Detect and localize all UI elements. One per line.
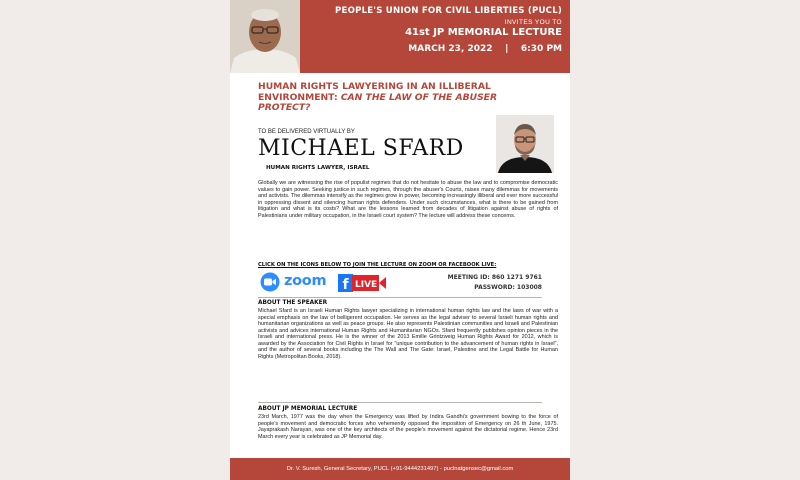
facebook-letter: f	[342, 277, 349, 293]
title-line-1: HUMAN RIGHTS LAWYERING IN AN ILLIBERAL	[258, 81, 491, 92]
meeting-password: PASSWORD: 103008	[474, 284, 542, 291]
invites-text: INVITES YOU TO	[504, 19, 562, 26]
delivered-by-label: TO BE DELIVERED VIRTUALLY BY	[258, 129, 355, 135]
zoom-icon	[260, 272, 280, 292]
lecture-name: 41st JP MEMORIAL LECTURE	[405, 27, 562, 38]
facebook-live-icon	[338, 273, 388, 293]
about-speaker-heading: ABOUT THE SPEAKER	[258, 300, 328, 306]
divider	[258, 402, 542, 403]
facebook-live-link[interactable]	[338, 273, 388, 293]
divider	[258, 297, 542, 298]
speaker-name: MICHAEL SFARD	[258, 136, 464, 161]
about-speaker-text: Michael Sfard is an Israeli Human Rights lawyer specializing in international human rights law and the laws of war with a special emphasis on the law of belligerent occupation. He serves as the legal adviser to several Israeli human rights and humanitarian organizations as well as peace groups. He also represents Palestinian communities and Israeli and Palestinian activists and advices international Human Rights and Humanitarian NGOs. Sfard frequently publishes opinion pieces in the Israeli and international press. He is the winner of the 2013 Emille Grintzweig Human Rights Award for 2012, which is awarded by the Association for Civil Rights in Israel for "unique contribution to the advancement of human rights in Israel", and the author of several books including the The Wall and The Gate: Israel, Palestine and the Legal Battle for Human Rights (Metropolitan Books, 2018).	[258, 308, 558, 360]
title-line-3-italic: PROTECT?	[258, 102, 311, 114]
organization-name: PEOPLE'S UNION FOR CIVIL LIBERTIES (PUCL)	[335, 6, 562, 16]
jp-portrait-photo	[230, 0, 300, 73]
lecture-description: Globally we are witnessing the rise of populist regimes that do not hesitate to abuse the law and to compromise democratic values to gain power. Seeking justice in such regimes, through the abuser's Courts, raises many dilemmas for movements and activists. The dilemmas intensify as the regimes grow in power, becoming increasingly illiberal and ever more successful in oppressing dissent and silencing human rights defenders. Under such circumstances, what is there to be gained from litigation and what is its costs? What are the lessons learned from decades of litigation against abuse of rights of Palestinians under military occupation, in the Israeli court system? The lecture will address these concerns.	[258, 180, 558, 219]
about-lecture-heading: ABOUT JP MEMORIAL LECTURE	[258, 406, 358, 412]
zoom-wordmark: zoom	[284, 273, 327, 289]
title-line-2: ENVIRONMENT:	[258, 91, 341, 103]
about-lecture-text: 23rd March, 1977 was the day when the Emergency was lifted by Indira Gandhi's government bowing to the force of people's movement and democratic forces who vehemently opposed the imposition of Emergency on 26 th June, 1975. Jayaprakash Narayan, was one of the key architects of the people's movement against the dictatorial regime. Hence 23rd March every year is celebrated as JP Memorial day.	[258, 414, 558, 440]
lecture-title	[258, 82, 558, 114]
event-time: 6:30 PM	[520, 44, 562, 54]
event-datetime	[302, 44, 562, 54]
datetime-separator: |	[505, 44, 509, 54]
speaker-photo	[496, 115, 554, 173]
speaker-role: HUMAN RIGHTS LAWYER, ISRAEL	[266, 165, 370, 171]
contact-footer: Dr. V. Suresh, General Secretary, PUCL (+91-9444231497) - puclnatgensec@gmail.com	[230, 458, 570, 480]
live-label: LIVE	[355, 280, 378, 290]
title-line-2-italic: CAN THE LAW OF THE ABUSER	[340, 91, 498, 103]
event-date: MARCH 23, 2022	[408, 44, 493, 54]
meeting-details	[448, 273, 542, 293]
event-poster	[230, 0, 570, 480]
join-instruction: CLICK ON THE ICONS BELOW TO JOIN THE LECTURE ON ZOOM OR FACEBOOK LIVE:	[258, 262, 497, 268]
zoom-link[interactable]	[260, 272, 330, 292]
header-banner	[230, 0, 570, 73]
meeting-id: MEETING ID: 860 1271 9761	[447, 274, 542, 281]
